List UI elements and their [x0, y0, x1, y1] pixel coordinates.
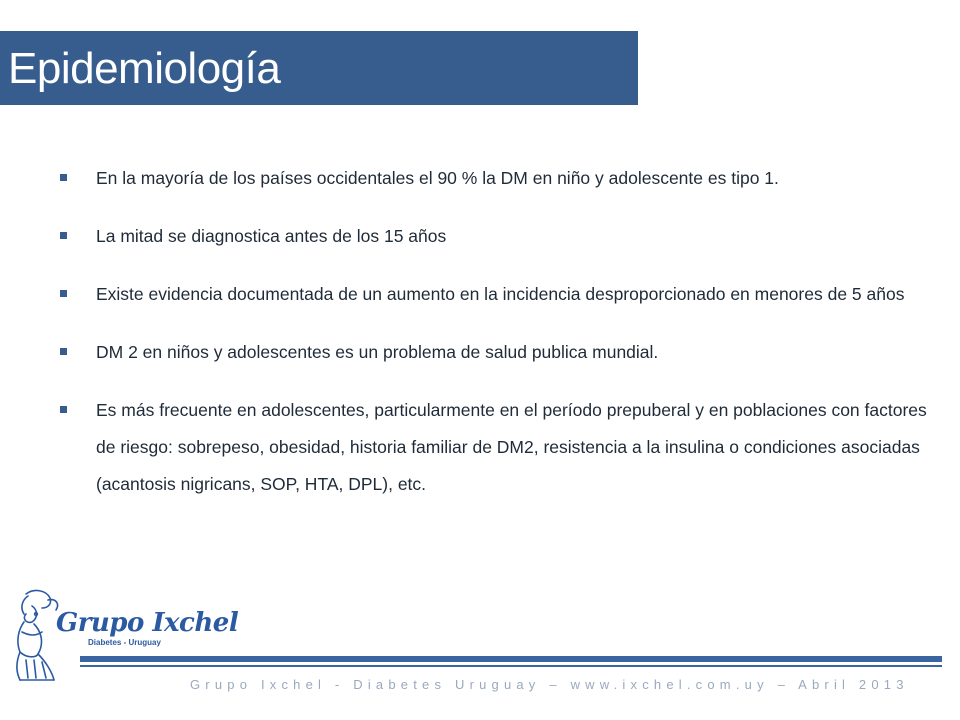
- bullet-text: DM 2 en niños y adolescentes es un problema de salud publica mundial.: [96, 342, 659, 362]
- square-bullet-icon: [60, 406, 67, 413]
- footer-divider-thin: [80, 665, 942, 667]
- bullet-list: [56, 160, 936, 524]
- bullet-item: [56, 334, 936, 371]
- square-bullet-icon: [60, 174, 67, 181]
- bullet-item: [56, 160, 936, 197]
- square-bullet-icon: [60, 232, 67, 239]
- bullet-text: En la mayoría de los países occidentales el 90 % la DM en niño y adolescente es tipo 1.: [96, 168, 779, 188]
- bullet-text: Es más frecuente en adolescentes, particularmente en el período prepuberal y en poblaciones con factores de riesgo: sobrepeso, obesidad, historia familiar de DM2, resistencia a la insulina o condiciones asociadas (acantosis nigricans, SOP, HTA, DPL), etc.: [96, 400, 927, 494]
- square-bullet-icon: [60, 290, 67, 297]
- bullet-text: La mitad se diagnostica antes de los 15 años: [96, 226, 447, 246]
- square-bullet-icon: [60, 348, 67, 355]
- logo-name: Grupo Ixchel: [56, 608, 239, 638]
- title-bar: [0, 31, 638, 105]
- bullet-item: [56, 218, 936, 255]
- footer-text: Grupo Ixchel - Diabetes Uruguay – www.ixchel.com.uy – Abril 2013: [190, 677, 909, 692]
- grupo-ixchel-logo: [8, 588, 239, 686]
- bullet-text: Existe evidencia documentada de un aumento en la incidencia desproporcionado en menores de 5 años: [96, 284, 905, 304]
- slide-title: Epidemiología: [8, 44, 281, 93]
- bullet-item: [56, 276, 936, 313]
- footer-divider: [80, 656, 942, 662]
- bullet-item: [56, 392, 936, 503]
- logo-tagline: Diabetes - Uruguay: [88, 638, 161, 647]
